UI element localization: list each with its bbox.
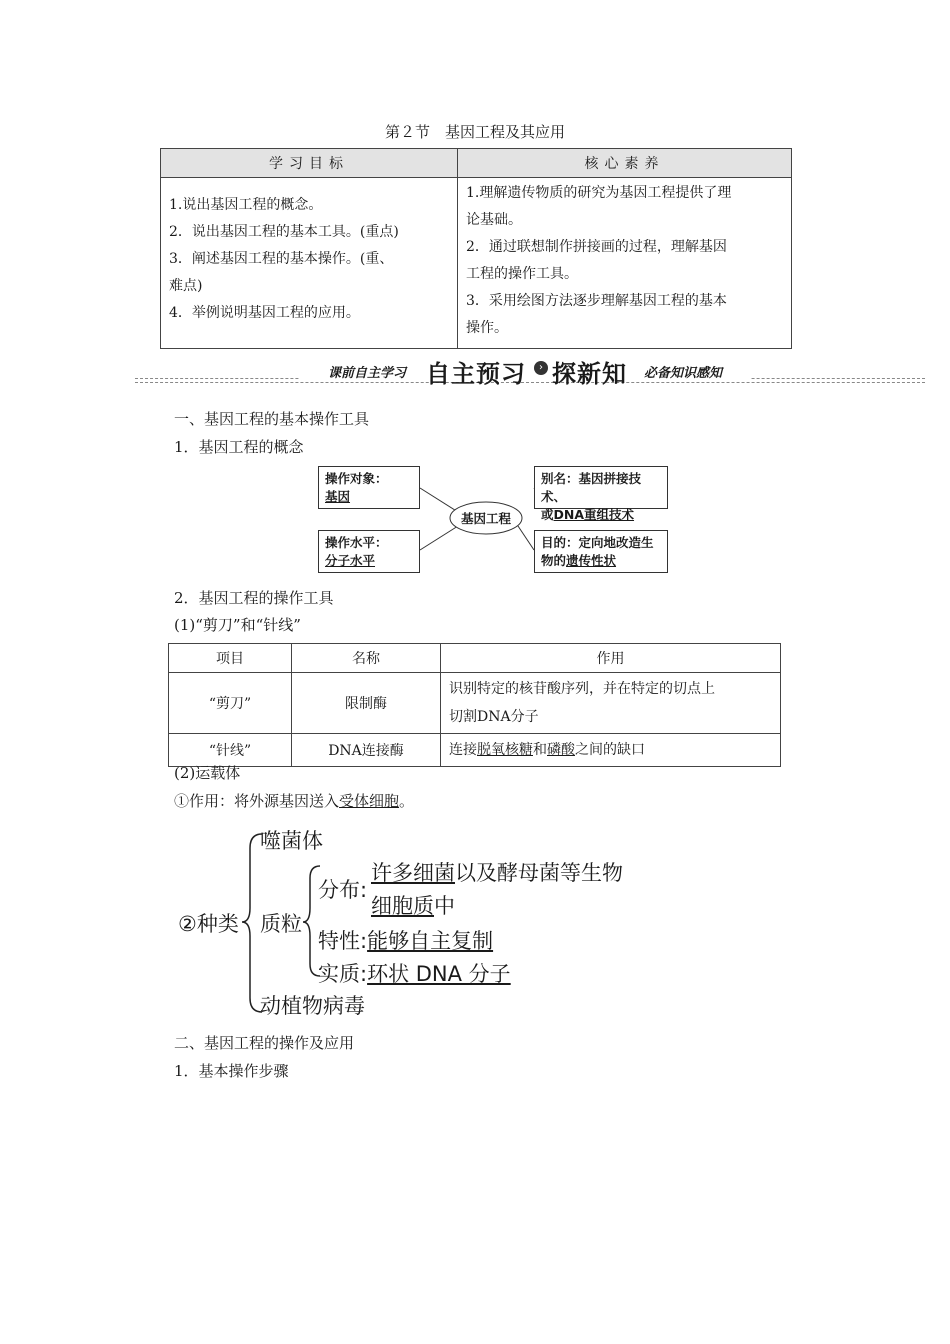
alias-line2	[541, 506, 661, 524]
section1-sub1: 1．基因工程的概念	[174, 438, 304, 456]
level-value: 分子水平	[325, 553, 376, 568]
tools-header-item: 项目	[169, 644, 292, 673]
banner-main-b: 探新知	[552, 360, 627, 388]
row2-role-suffix: 之间的缺口	[575, 742, 645, 758]
banner-right-label: 必备知识感知	[644, 366, 723, 381]
concept-center-label: 基因工程	[460, 511, 511, 526]
goal-line: 1.说出基因工程的概念。	[169, 197, 323, 213]
alias-prefix: 或	[541, 507, 554, 522]
distribution-line1-u: 许多细菌	[371, 861, 455, 885]
concept-box-object	[318, 466, 420, 509]
purpose-value: 遗传性状	[566, 553, 617, 568]
property-label: 特性:	[318, 929, 368, 953]
essence-label: 实质:	[318, 962, 368, 986]
literacy-line: 工程的操作工具。	[466, 266, 578, 282]
distribution-line2	[371, 890, 455, 920]
goal-line: 3．阐述基因工程的基本操作。(重、	[169, 251, 394, 267]
section1-heading: 一、基因工程的基本操作工具	[174, 410, 370, 428]
outer-brace	[242, 834, 262, 1012]
essence-value: 环状 DNA 分子	[367, 962, 511, 986]
carrier-role	[174, 790, 414, 811]
connector-line	[420, 526, 458, 550]
distribution-line1	[371, 857, 623, 887]
row1-item: “剪刀”	[169, 673, 292, 734]
row2-role-u2: 磷酸	[547, 742, 575, 758]
learning-goals-cell	[161, 178, 458, 349]
banner-left-label: 课前自主学习	[328, 366, 407, 381]
carrier-role-value: 受体细胞	[339, 792, 400, 810]
connector-line	[420, 488, 458, 512]
type-virus: 动植物病毒	[260, 994, 365, 1018]
banner-main-a: 自主预习	[426, 360, 526, 388]
row2-role-u1: 脱氧核糖	[477, 742, 533, 758]
connector-line	[518, 526, 534, 550]
concept-box-alias	[534, 466, 668, 522]
core-literacy-cell	[458, 178, 792, 349]
row2-role-mid: 和	[533, 742, 547, 758]
row2-role-prefix: 连接	[449, 742, 477, 758]
carrier-role-prefix: ①作用：将外源基因送入	[174, 792, 340, 810]
literacy-line: 论基础。	[466, 212, 522, 228]
goal-line: 2．说出基因工程的基本工具。(重点)	[169, 224, 399, 240]
row1-role-line1: 识别特定的核苷酸序列，并在特定的切点上	[449, 681, 715, 697]
object-label: 操作对象：	[325, 471, 388, 486]
section2-heading: 二、基因工程的操作及应用	[174, 1034, 355, 1052]
distribution-label: 分布:	[318, 878, 368, 902]
objectives-table	[160, 148, 792, 349]
section1-sub2: 2．基因工程的操作工具	[174, 589, 334, 607]
header-learning-goals: 学习目标	[161, 149, 458, 178]
concept-box-purpose	[534, 530, 668, 573]
alias-line1: 别名：基因拼接技术、	[541, 471, 642, 504]
type-phage: 噬菌体	[260, 829, 323, 853]
distribution-line2-u: 细胞质	[371, 894, 434, 918]
page-title: 第２节 基因工程及其应用	[384, 123, 565, 141]
row1-role-line2: 切割DNA分子	[449, 709, 539, 725]
types-label: ②种类	[178, 912, 239, 936]
object-value: 基因	[325, 489, 351, 504]
literacy-line: 1.理解遗传物质的研究为基因工程提供了理	[466, 185, 732, 201]
row2-item: “针线”	[169, 734, 292, 767]
literacy-line: 操作。	[466, 320, 508, 336]
purpose-line1: 目的：定向地改造生	[541, 535, 654, 550]
tools-header-role: 作用	[441, 644, 781, 673]
concept-box-level	[318, 530, 420, 573]
row2-name: DNA连接酶	[292, 734, 441, 767]
goal-line: 难点)	[169, 278, 203, 294]
section1-sub2-2: (2)运载体	[174, 764, 241, 782]
purpose-prefix: 物的	[541, 553, 567, 568]
distribution-line1-rest: 以及酵母菌等生物	[455, 861, 623, 885]
section2-sub1: 1．基本操作步骤	[174, 1062, 289, 1080]
section1-sub2-1: (1)“剪刀”和“针线”	[174, 616, 301, 634]
essence-row	[318, 958, 511, 988]
row1-name: 限制酶	[292, 673, 441, 734]
property-value: 能够自主复制	[367, 929, 494, 953]
level-label: 操作水平：	[325, 535, 388, 550]
row2-role	[441, 734, 781, 767]
type-plasmid: 质粒	[260, 912, 302, 936]
chevron-right-icon: ›	[534, 361, 548, 375]
goal-line: 4．举例说明基因工程的应用。	[169, 305, 360, 321]
alias-value: DNA重组技术	[553, 507, 635, 522]
tools-table	[168, 643, 781, 767]
carrier-role-suffix: 。	[399, 792, 415, 810]
header-core-literacy: 核心素养	[458, 149, 792, 178]
purpose-line2	[541, 552, 661, 570]
row1-role	[441, 673, 781, 734]
distribution-line2-rest: 中	[434, 894, 455, 918]
banner	[300, 354, 750, 388]
literacy-line: 2．通过联想制作拼接画的过程，理解基因	[466, 239, 727, 255]
literacy-line: 3．采用绘图方法逐步理解基因工程的基本	[466, 293, 727, 309]
property-row	[318, 925, 493, 955]
tools-header-name: 名称	[292, 644, 441, 673]
banner-divider-bottom	[135, 382, 925, 383]
